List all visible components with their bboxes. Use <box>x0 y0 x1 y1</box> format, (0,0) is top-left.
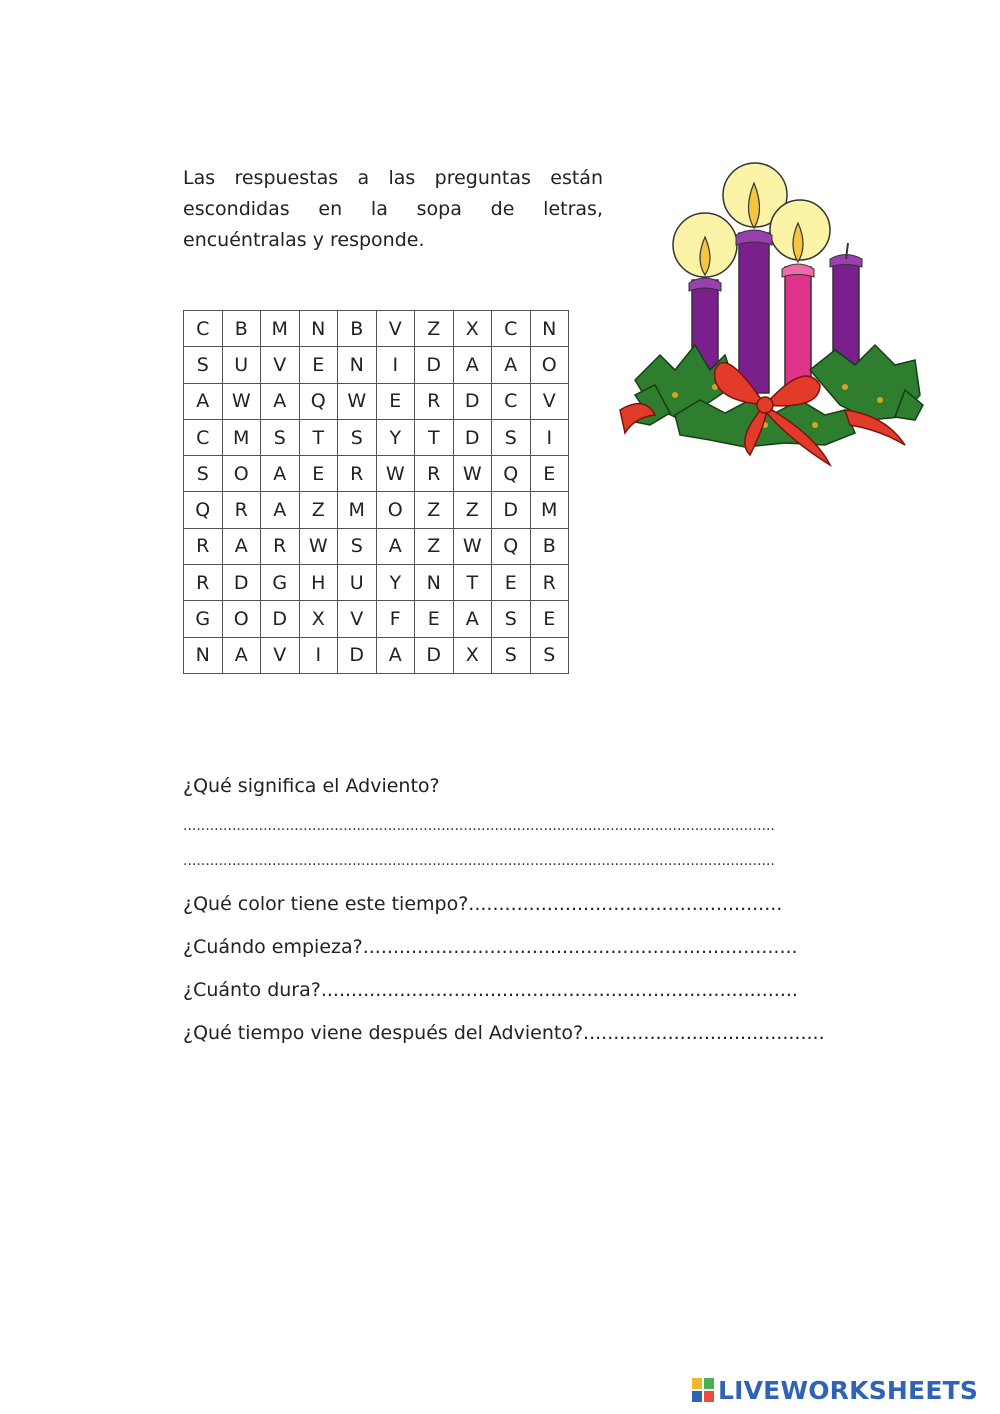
grid-cell[interactable]: V <box>261 347 300 383</box>
grid-cell[interactable]: A <box>222 528 261 564</box>
grid-row <box>184 311 569 347</box>
grid-cell[interactable]: E <box>299 347 338 383</box>
grid-cell[interactable]: T <box>299 419 338 455</box>
grid-cell[interactable]: G <box>184 601 223 637</box>
grid-cell[interactable]: A <box>453 347 492 383</box>
liveworksheets-logo-icon <box>692 1378 714 1402</box>
grid-cell[interactable]: B <box>222 311 261 347</box>
grid-cell[interactable]: N <box>530 311 569 347</box>
grid-cell[interactable]: W <box>299 528 338 564</box>
instructions-line-1: Las respuestas a las preguntas están <box>183 167 603 189</box>
question-after[interactable]: ¿Qué tiempo viene después del Adviento?........................................ <box>183 1022 825 1044</box>
liveworksheets-brand[interactable] <box>692 1374 978 1406</box>
grid-cell[interactable]: T <box>453 565 492 601</box>
grid-cell[interactable]: Z <box>453 492 492 528</box>
grid-row <box>184 456 569 492</box>
grid-cell[interactable]: T <box>415 419 454 455</box>
grid-cell[interactable]: D <box>492 492 531 528</box>
grid-cell[interactable]: A <box>492 347 531 383</box>
grid-cell[interactable]: C <box>184 419 223 455</box>
grid-cell[interactable]: W <box>376 456 415 492</box>
grid-row <box>184 601 569 637</box>
grid-row <box>184 383 569 419</box>
grid-cell[interactable]: R <box>184 528 223 564</box>
grid-cell[interactable]: D <box>453 383 492 419</box>
grid-cell[interactable]: M <box>222 419 261 455</box>
grid-row <box>184 419 569 455</box>
word-search-grid <box>183 310 569 674</box>
grid-cell[interactable]: A <box>261 383 300 419</box>
grid-cell[interactable]: Z <box>299 492 338 528</box>
grid-cell[interactable]: Q <box>492 528 531 564</box>
grid-cell[interactable]: O <box>222 601 261 637</box>
grid-row <box>184 492 569 528</box>
grid-cell[interactable]: X <box>299 601 338 637</box>
grid-cell[interactable]: U <box>222 347 261 383</box>
answer-line-1[interactable]: ..................................................................................................................................... <box>183 818 775 834</box>
grid-cell[interactable]: W <box>453 456 492 492</box>
grid-cell[interactable]: N <box>184 637 223 673</box>
instructions <box>183 163 603 256</box>
grid-cell[interactable]: O <box>222 456 261 492</box>
grid-cell[interactable]: Q <box>492 456 531 492</box>
grid-cell[interactable]: X <box>453 311 492 347</box>
grid-cell[interactable]: R <box>530 565 569 601</box>
grid-cell[interactable]: O <box>376 492 415 528</box>
grid-cell[interactable]: M <box>530 492 569 528</box>
grid-cell[interactable]: S <box>338 528 377 564</box>
question-start[interactable]: ¿Cuándo empieza?........................................................................ <box>183 936 798 958</box>
grid-cell[interactable]: V <box>530 383 569 419</box>
grid-cell[interactable]: Y <box>376 419 415 455</box>
grid-cell[interactable]: V <box>376 311 415 347</box>
grid-cell[interactable]: D <box>453 419 492 455</box>
grid-cell[interactable]: U <box>338 565 377 601</box>
grid-cell[interactable]: S <box>530 637 569 673</box>
grid-cell[interactable]: R <box>261 528 300 564</box>
grid-row <box>184 528 569 564</box>
grid-cell[interactable]: Z <box>415 528 454 564</box>
grid-cell[interactable]: E <box>299 456 338 492</box>
grid-cell[interactable]: F <box>376 601 415 637</box>
grid-cell[interactable]: A <box>376 528 415 564</box>
grid-cell[interactable]: I <box>376 347 415 383</box>
grid-cell[interactable]: A <box>376 637 415 673</box>
grid-cell[interactable]: S <box>184 456 223 492</box>
grid-row <box>184 347 569 383</box>
grid-cell[interactable]: C <box>492 311 531 347</box>
grid-cell[interactable]: B <box>530 528 569 564</box>
grid-cell[interactable]: G <box>261 565 300 601</box>
grid-cell[interactable]: Q <box>299 383 338 419</box>
grid-cell[interactable]: A <box>222 637 261 673</box>
brand-name: LIVEWORKSHEETS <box>718 1375 979 1405</box>
instructions-line-3: encuéntralas y responde. <box>183 229 425 251</box>
answer-line-2[interactable]: ..................................................................................................................................... <box>183 853 775 869</box>
grid-cell[interactable]: C <box>492 383 531 419</box>
grid-cell[interactable]: N <box>415 565 454 601</box>
advent-wreath-illustration <box>615 155 930 475</box>
grid-cell[interactable]: C <box>184 311 223 347</box>
grid-cell[interactable]: M <box>261 311 300 347</box>
grid-cell[interactable]: S <box>338 419 377 455</box>
grid-cell[interactable]: V <box>338 601 377 637</box>
grid-cell[interactable]: S <box>184 347 223 383</box>
grid-cell[interactable]: Z <box>415 311 454 347</box>
grid-cell[interactable]: S <box>261 419 300 455</box>
instructions-line-2: escondidas en la sopa de letras, <box>183 198 603 220</box>
grid-cell[interactable]: E <box>492 565 531 601</box>
grid-cell[interactable]: W <box>222 383 261 419</box>
grid-cell[interactable]: A <box>184 383 223 419</box>
grid-cell[interactable]: R <box>338 456 377 492</box>
grid-cell[interactable]: M <box>338 492 377 528</box>
grid-cell[interactable]: E <box>415 601 454 637</box>
grid-cell[interactable]: I <box>530 419 569 455</box>
grid-cell[interactable]: V <box>261 637 300 673</box>
question-meaning: ¿Qué significa el Adviento? <box>183 775 440 797</box>
grid-cell[interactable]: O <box>530 347 569 383</box>
grid-cell[interactable]: E <box>530 601 569 637</box>
grid-cell[interactable]: H <box>299 565 338 601</box>
grid-cell[interactable]: S <box>492 637 531 673</box>
grid-cell[interactable]: E <box>530 456 569 492</box>
grid-cell[interactable]: W <box>338 383 377 419</box>
grid-cell[interactable]: D <box>338 637 377 673</box>
candle-pink <box>785 267 811 387</box>
grid-row <box>184 637 569 673</box>
question-duration[interactable]: ¿Cuánto dura?............................................................................... <box>183 979 798 1001</box>
grid-cell[interactable]: I <box>299 637 338 673</box>
grid-cell[interactable]: A <box>261 492 300 528</box>
grid-cell[interactable]: S <box>492 601 531 637</box>
grid-cell[interactable]: Q <box>184 492 223 528</box>
grid-row <box>184 565 569 601</box>
grid-cell[interactable]: E <box>376 383 415 419</box>
grid-cell[interactable]: Y <box>376 565 415 601</box>
grid-cell[interactable]: Z <box>415 492 454 528</box>
grid-cell[interactable]: D <box>261 601 300 637</box>
grid-cell[interactable]: R <box>222 492 261 528</box>
grid-cell[interactable]: A <box>453 601 492 637</box>
grid-cell[interactable]: W <box>453 528 492 564</box>
grid-cell[interactable]: B <box>338 311 377 347</box>
grid-cell[interactable]: R <box>184 565 223 601</box>
grid-cell[interactable]: X <box>453 637 492 673</box>
grid-cell[interactable]: D <box>222 565 261 601</box>
grid-cell[interactable]: D <box>415 637 454 673</box>
grid-cell[interactable]: S <box>492 419 531 455</box>
grid-cell[interactable]: D <box>415 347 454 383</box>
grid-cell[interactable]: A <box>261 456 300 492</box>
grid-cell[interactable]: R <box>415 456 454 492</box>
candle-purple-tall <box>739 233 769 393</box>
grid-cell[interactable]: N <box>299 311 338 347</box>
grid-cell[interactable]: R <box>415 383 454 419</box>
grid-cell[interactable]: N <box>338 347 377 383</box>
question-color[interactable]: ¿Qué color tiene este tiempo?.................................................... <box>183 893 783 915</box>
